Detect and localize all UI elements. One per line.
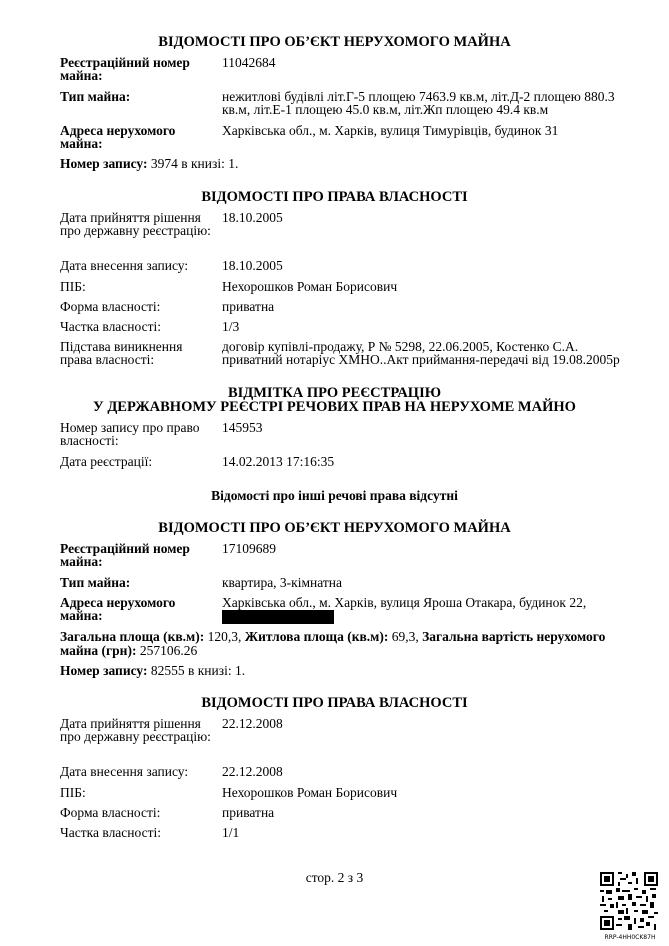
obj1-addr-label: Адреса нерухомого майна: xyxy=(60,123,176,151)
rights1-name-value: Нехорошков Роман Борисович xyxy=(222,279,398,294)
obj2-reg-label: Реєстраційний номер майна: xyxy=(60,541,190,569)
obj1-record-value: 3974 в книзі: 1. xyxy=(150,156,239,171)
rights1-form-label: Форма власності: xyxy=(60,299,161,314)
rights2-decision-value: 22.12.2008 xyxy=(222,716,283,731)
obj1-addr-value: Харківська обл., м. Харків, вулиця Тимурівців, будинок 31 xyxy=(222,123,559,138)
rights2-entry-label: Дата внесення запису: xyxy=(60,764,189,779)
rights2-form-value: приватна xyxy=(222,805,275,820)
rights1-heading: ВІДОМОСТІ ПРО ПРАВА ВЛАСНОСТІ xyxy=(201,189,468,205)
obj1-heading: ВІДОМОСТІ ПРО ОБ’ЄКТ НЕРУХОМОГО МАЙНА xyxy=(158,34,511,50)
rights1-basis-value: договір купівлі-продажу, Р № 5298, 22.06.2005, Костенко С.А. приватний нотаріус ХМНО..Акт приймання-передачі від 19.08.2005р xyxy=(222,339,620,367)
rights2-name-value: Нехорошков Роман Борисович xyxy=(222,785,398,800)
obj2-addr xyxy=(222,596,642,624)
obj2-living-value: 69,3, xyxy=(391,629,419,644)
rights2-entry-value: 22.12.2008 xyxy=(222,764,283,779)
obj2-addr-label: Адреса нерухомого майна: xyxy=(60,595,176,623)
obj2-heading: ВІДОМОСТІ ПРО ОБ’ЄКТ НЕРУХОМОГО МАЙНА xyxy=(158,520,511,536)
rights1-basis-label: Підстава виникнення права власності: xyxy=(60,339,183,367)
obj1-record-label: Номер запису: xyxy=(60,156,148,171)
mark-date-label: Дата реєстрації: xyxy=(60,454,153,469)
obj1-type-label: Тип майна: xyxy=(60,89,131,104)
obj2-type-label: Тип майна: xyxy=(60,575,131,590)
obj2-record-value: 82555 в книзі: 1. xyxy=(150,663,246,678)
mark-heading-1: ВІДМІТКА ПРО РЕЄСТРАЦІЮ xyxy=(227,385,442,401)
obj2-addr-value: Харківська обл., м. Харків, вулиця Яроша Отакара, будинок 22, xyxy=(222,595,587,610)
qr-code-icon xyxy=(600,872,658,930)
rights1-share-value: 1/3 xyxy=(222,319,240,334)
rights1-entry-value: 18.10.2005 xyxy=(222,258,283,273)
rights1-form-value: приватна xyxy=(222,299,275,314)
obj1-record xyxy=(60,157,640,171)
rights1-name-label: ПІБ: xyxy=(60,279,86,294)
mark-num-value: 145953 xyxy=(222,420,263,435)
page-number: стор. 2 з 3 xyxy=(305,870,364,885)
rights2-decision-label: Дата прийняття рішення про державну реєстрацію: xyxy=(60,716,211,744)
redacted-block xyxy=(222,610,334,624)
mark-heading-2: У ДЕРЖАВНОМУ РЕЄСТРІ РЕЧОВИХ ПРАВ НА НЕРУХОМЕ МАЙНО xyxy=(93,399,576,415)
obj2-type-value: квартира, 3-кімнатна xyxy=(222,575,343,590)
obj2-area-line xyxy=(60,630,640,658)
obj2-record xyxy=(60,664,640,678)
other-rights-note: Відомості про інші речові права відсутні xyxy=(211,488,458,503)
rights2-name-label: ПІБ: xyxy=(60,785,86,800)
qr-code-label: RRP-4HH0CK87H xyxy=(604,934,656,941)
mark-date-value: 14.02.2013 17:16:35 xyxy=(222,454,335,469)
rights2-form-label: Форма власності: xyxy=(60,805,161,820)
obj1-reg-label: Реєстраційний номер майна: xyxy=(60,55,190,83)
obj2-total-value: 120,3, xyxy=(207,629,242,644)
mark-num-label: Номер запису про право власності: xyxy=(60,420,200,448)
rights2-share-value: 1/1 xyxy=(222,825,240,840)
rights1-decision-value: 18.10.2005 xyxy=(222,210,283,225)
rights1-decision-label: Дата прийняття рішення про державну реєстрацію: xyxy=(60,210,211,238)
obj2-record-label: Номер запису: xyxy=(60,663,148,678)
rights2-share-label: Частка власності: xyxy=(60,825,161,840)
obj2-living-label: Житлова площа (кв.м): xyxy=(244,629,389,644)
rights1-entry-label: Дата внесення запису: xyxy=(60,258,189,273)
obj1-type-value: нежитлові будівлі літ.Г-5 площею 7463.9 кв.м, літ.Д-2 площею 880.3 кв.м, літ.Е-1 площею 45.0 кв.м, літ.Жп площею 49.4 кв.м xyxy=(222,89,615,117)
obj2-cost-label: Загальна вартість нерухомого майна (грн): xyxy=(60,629,606,658)
obj2-total-label: Загальна площа (кв.м): xyxy=(60,629,205,644)
rights2-heading: ВІДОМОСТІ ПРО ПРАВА ВЛАСНОСТІ xyxy=(201,695,468,711)
obj2-cost-value: 257106.26 xyxy=(139,643,198,658)
obj2-reg-value: 17109689 xyxy=(222,541,276,556)
obj1-reg-value: 11042684 xyxy=(222,55,276,70)
rights1-share-label: Частка власності: xyxy=(60,319,161,334)
